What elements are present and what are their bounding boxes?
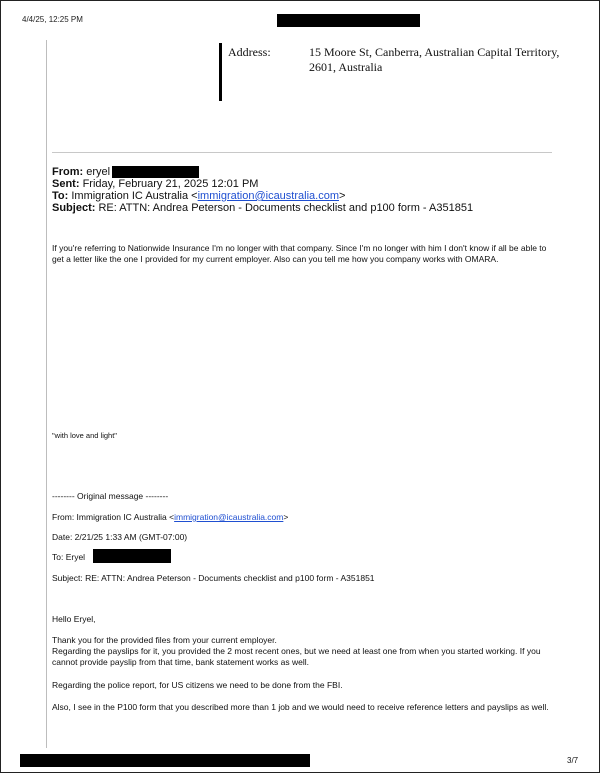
redacted-footer — [20, 754, 310, 767]
original-to: To: Eryel — [52, 552, 86, 562]
sent-value: Friday, February 21, 2025 12:01 PM — [82, 178, 259, 190]
to-label: To: — [52, 190, 69, 202]
email-to-row — [52, 190, 345, 202]
email-from-row — [52, 166, 110, 178]
redacted-header — [277, 14, 420, 27]
email-sent-row — [52, 178, 258, 190]
page-number: 3/7 — [567, 756, 579, 765]
subject-label: Subject: — [52, 202, 96, 214]
from-label: From: — [52, 166, 84, 178]
email-subject-row — [52, 202, 473, 214]
original-from-email-link[interactable]: immigration@icaustralia.com — [174, 512, 284, 522]
to-email-link[interactable]: immigration@icaustralia.com — [197, 190, 339, 202]
separator — [52, 152, 552, 153]
original-date: Date: 2/21/25 1:33 AM (GMT-07:00) — [52, 532, 188, 542]
address-line-2: 2601, Australia — [309, 60, 383, 74]
original-from — [52, 512, 552, 523]
original-from-label: From: Immigration IC Australia < — [52, 512, 175, 522]
email-body: If you're referring to Nationwide Insurance I'm no longer with that company. Since I'm no longer with him I don't know if all be able to get a letter like the one I provided for my current employer. Also can you tell me how you company works with OMARA. — [52, 243, 547, 264]
to-close: > — [338, 190, 346, 202]
paragraph-4: Also, I see in the P100 form that you described more than 1 job and we would need to receive reference letters and payslips as well. — [52, 702, 549, 712]
quote-bar — [46, 40, 47, 748]
paragraph-2: Regarding the payslips for it, you provided the 2 most recent ones, but we need at least one from when you started working. If you cannot provide payslip from that time, bank statement works as well. — [52, 646, 541, 667]
to-name: Immigration IC Australia < — [71, 190, 198, 202]
sent-label: Sent: — [52, 178, 80, 190]
original-subject: Subject: RE: ATTN: Andrea Peterson - Documents checklist and p100 form - A351851 — [52, 573, 375, 583]
subject-value: RE: ATTN: Andrea Peterson - Documents checklist and p100 form - A351851 — [98, 202, 474, 214]
paragraph-3: Regarding the police report, for US citizens we need to be done from the FBI. — [52, 680, 343, 690]
signature: "with love and light" — [52, 431, 117, 440]
greeting: Hello Eryel, — [52, 614, 96, 624]
address-label: Address: — [228, 45, 271, 59]
address-line-1: 15 Moore St, Canberra, Australian Capital Territory, — [309, 45, 560, 59]
address-value — [309, 45, 569, 75]
original-divider: -------- Original message -------- — [52, 491, 169, 501]
print-date: 4/4/25, 12:25 PM — [22, 15, 83, 24]
redacted-from — [112, 166, 199, 178]
original-from-close: > — [283, 512, 289, 522]
address-bar — [219, 43, 222, 101]
redacted-to — [93, 549, 171, 563]
from-value: eryel — [86, 166, 111, 178]
paragraph-1: Thank you for the provided files from your current employer. — [52, 635, 277, 645]
